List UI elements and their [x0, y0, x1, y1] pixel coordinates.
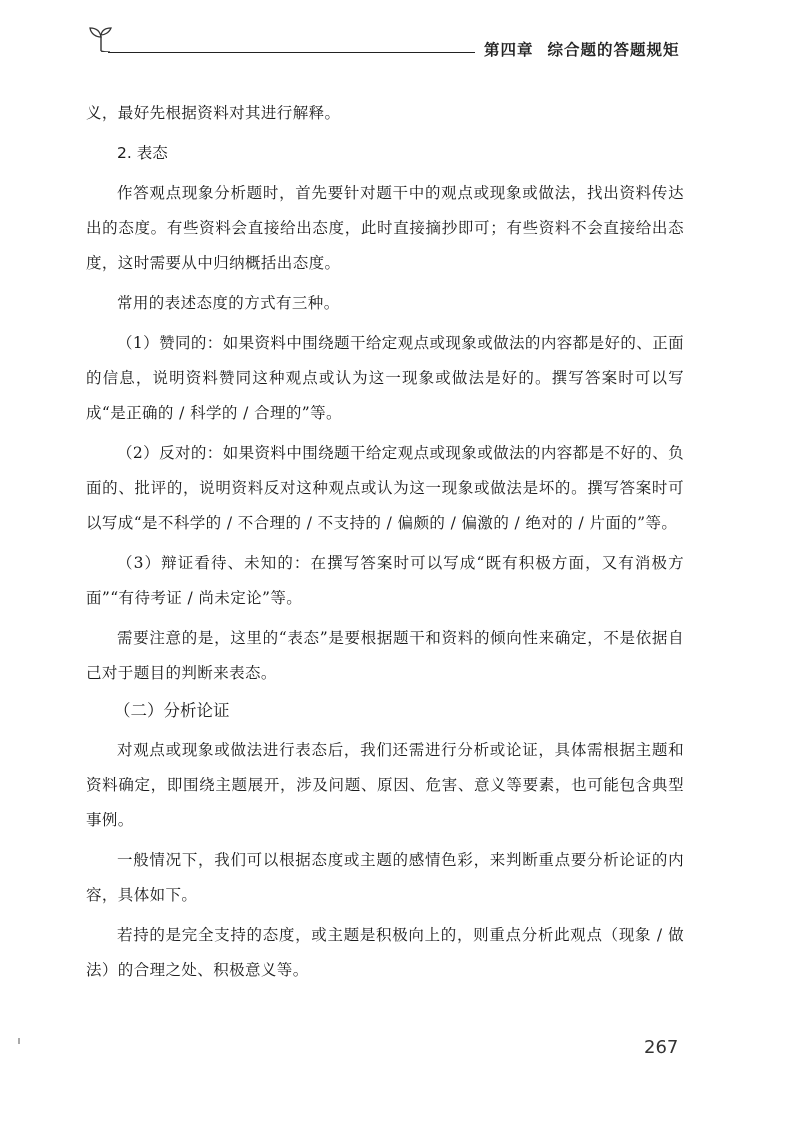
paragraph: 一般情况下，我们可以根据态度或主题的感情色彩，来判断重点要分析论证的内容，具体如下。: [86, 851, 684, 904]
paragraph: 对观点或现象或做法进行表态后，我们还需进行分析或论证，具体需根据主题和资料确定，即围绕主题展开，涉及问题、原因、危害、意义等要素，也可能包含典型事例。: [86, 741, 684, 829]
page-header: [0, 0, 800, 70]
subsection-heading: （二）分析论证: [114, 701, 230, 720]
chapter-number: 第四章: [484, 41, 534, 59]
paragraph: 常用的表述态度的方式有三种。: [117, 294, 340, 312]
paragraph: 作答观点现象分析题时，首先要针对题干中的观点或现象或做法，找出资料传达出的态度。有些资料会直接给出态度，此时直接摘抄即可；有些资料不会直接给出态度，这时需要从中归纳概括出态度。: [86, 184, 684, 272]
header-rule: [108, 52, 475, 53]
paragraph: 若持的是完全支持的态度，或主题是积极向上的，则重点分析此观点（现象 / 做法）的合理之处、积极意义等。: [86, 926, 684, 979]
paragraph: 义，最好先根据资料对其进行解释。: [86, 104, 341, 122]
sprout-icon: [86, 24, 116, 52]
page-body: [86, 96, 684, 988]
paragraph: （1）赞同的：如果资料中围绕题干给定观点或现象或做法的内容都是好的、正面的信息，说明资料赞同这种观点或认为这一现象或做法是好的。撰写答案时可以写成“是正确的 / 科学的 / 合理的”等。: [86, 334, 684, 422]
margin-mark: [18, 1038, 20, 1044]
chapter-title: 综合题的答题规矩: [547, 41, 680, 59]
paragraph: 需要注意的是，这里的“表态”是要根据题干和资料的倾向性来确定，不是依据自己对于题目的判断来表态。: [86, 629, 684, 682]
section-heading: 2. 表态: [117, 144, 168, 162]
running-header: [484, 38, 680, 60]
paragraph: （3）辩证看待、未知的：在撰写答案时可以写成“既有积极方面，又有消极方面”“有待考证 / 尚未定论”等。: [86, 554, 684, 607]
page-number: 267: [644, 1037, 679, 1058]
paragraph: （2）反对的：如果资料中围绕题干给定观点或现象或做法的内容都是不好的、负面的、批评的，说明资料反对这种观点或认为这一现象或做法是坏的。撰写答案时可以写成“是不科学的 / 不合理的 / 不支持的 / 偏颇的 / 偏激的 / 绝对的 / 片面的”等。: [86, 444, 684, 532]
